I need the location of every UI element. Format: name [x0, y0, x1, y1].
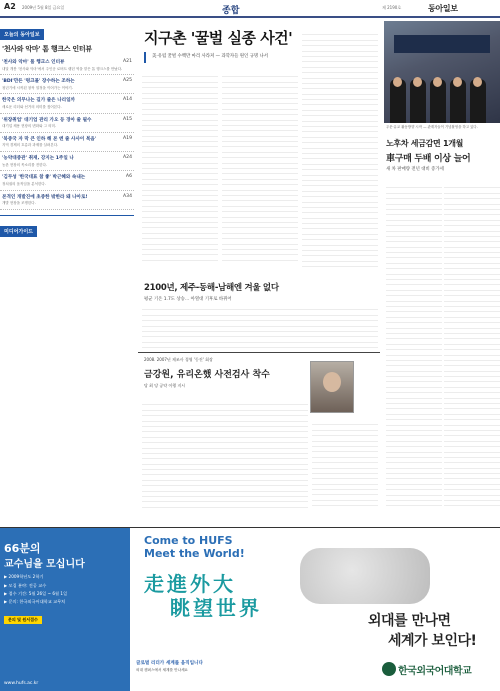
- index-item-page: A15: [123, 116, 132, 122]
- today-contents-column: [0, 21, 134, 525]
- index-item-body: 지역 경제의 흐름과 과제를 살펴본다.: [2, 143, 59, 148]
- university-seal-icon: [382, 662, 396, 676]
- recruit-line: ▶ 문의: 한국외국어대학교 교무처: [4, 599, 66, 605]
- index-item[interactable]: [0, 94, 134, 113]
- apply-button[interactable]: 문의 및 원서접수: [4, 616, 42, 624]
- secondary-headline: 2100년, 제주-동해-남해엔 겨울 없다: [144, 283, 279, 293]
- motto-line-2: 眺望世界: [170, 596, 262, 620]
- issue-date: 2009년 5월 8일 금요일: [22, 5, 65, 10]
- decorative-globe-image: [300, 548, 430, 604]
- secondary-article-body: [142, 305, 378, 349]
- index-item-title: '북중국 자 막 큰 인하 해 본 엔 줄 사사이 복음': [2, 136, 97, 142]
- index-item-page: A34: [123, 193, 132, 199]
- index-item-body: 농촌 현장의 목소리를 전한다.: [2, 162, 48, 167]
- university-name: 한국외국어대학교: [398, 666, 472, 677]
- index-item[interactable]: [0, 114, 134, 133]
- index-item-title: '천사와 악마' 톰 행크스 인터뷰: [2, 60, 65, 65]
- secondary-subhead: 평균 기온 1.7도 상승… 아열대 기후로 바뀌어: [144, 297, 232, 302]
- page-number: A2: [4, 2, 16, 11]
- index-item-title: 'BDI'만든 '펑크몰' 장수하는 조하는: [2, 79, 75, 85]
- index-item-body: 대기업 채용 현장의 변화와 그 의미.: [2, 124, 57, 129]
- slogan-line-1: 외대를 만나면: [368, 613, 451, 629]
- index-item-page: A24: [123, 155, 132, 161]
- photo-caption: 우문·유교 활동방향 시작 — 관계자들이 기념촬영을 하고 있다.: [386, 125, 478, 129]
- masthead-logo: 동아일보: [428, 4, 458, 13]
- footer-subtext: 외대 캠퍼스에서 세계를 만나세요: [136, 668, 189, 672]
- right-subhead: 새 차 판매량 전년 대비 증가세: [386, 166, 444, 172]
- section-title: 종합: [222, 6, 240, 16]
- recruitment-panel: [0, 528, 130, 691]
- index-item-body: 내달 개봉 '천사와 악마'에서 주인공 로버트 랭던 역을 맡은 톰 행크스를 만났다.: [2, 66, 123, 71]
- recruit-line: ▶ 2009학년도 2학기: [4, 574, 44, 580]
- campaign-line-2: Meet the World!: [144, 547, 245, 561]
- right-headline: 노후차 세금감면 1개월: [386, 138, 464, 148]
- motto-line-1: 走進外大: [144, 572, 236, 596]
- brand-panel: [130, 528, 500, 691]
- index-item-page: A6: [125, 174, 132, 180]
- index-item-body: 개발 현장을 조명한다.: [2, 201, 36, 206]
- index-item-body: 정치권의 움직임을 분석한다.: [2, 181, 46, 186]
- index-item-body: 청년기에 시작된 창작 열정을 이어가는 이야기.: [2, 85, 73, 90]
- third-subhead: 당 최 당 공약 이행 지시: [144, 383, 186, 388]
- index-item-title: '농약대중관' 취재, 강지는 1주일 나: [2, 156, 74, 162]
- index-item-page: A19: [123, 135, 132, 141]
- campaign-title: [144, 534, 245, 560]
- page-header: [0, 0, 500, 18]
- banner-sign: [394, 35, 490, 53]
- recruit-headline-1: 66분의: [4, 542, 41, 555]
- third-article-body: [312, 420, 378, 510]
- footer-tagline: 글로벌 리더가 세계를 움직입니다: [136, 661, 203, 666]
- secondary-article: [138, 278, 380, 303]
- index-item-page: A21: [123, 59, 132, 64]
- index-item[interactable]: [0, 171, 134, 190]
- index-item[interactable]: [0, 75, 134, 94]
- right-article-body: [386, 183, 442, 509]
- index-item[interactable]: [0, 191, 134, 210]
- index-item-title: 한국은 의무나는 길가 줄은 나리일까: [2, 98, 75, 104]
- lead-headline: 지구촌 '꿀벌 실종 사건': [144, 29, 293, 47]
- slogan-line-2: 세계가 보인다!: [388, 633, 477, 649]
- right-column: [384, 21, 500, 175]
- index-item-title: '김무성 '한국대표 참 좋' 박근혜와 속내는: [2, 175, 86, 181]
- index-item[interactable]: [0, 56, 134, 75]
- index-item-page: A14: [123, 97, 132, 103]
- index-item-page: A25: [123, 78, 132, 84]
- index-item-body: 새로운 리더와 선거의 의미를 짚어본다.: [2, 104, 62, 109]
- third-article-body: [142, 400, 308, 510]
- recruit-headline-2: 교수님을 모십니다: [4, 559, 85, 571]
- article-body-column: [222, 72, 298, 262]
- index-item[interactable]: [0, 152, 134, 171]
- issue-number: 제 2190호: [382, 5, 402, 10]
- campaign-line-1: Come to HUFS: [144, 534, 233, 547]
- media-guide-tab: 미디어가이드: [0, 226, 37, 237]
- university-advertisement[interactable]: [0, 527, 500, 691]
- right-headline-2: 車구매 두배 이상 늘어: [386, 153, 471, 164]
- lead-subhead: 美·유럽 꿀벌 수백만 마리 사라져 — 과학자들 원인 규명 나서: [144, 52, 380, 63]
- lead-index-title: '천사와 악마' 톰 행크스 인터뷰: [2, 45, 92, 53]
- group-photo: [384, 21, 500, 123]
- index-item-title: '위장취업' 대기업 관리 가오 등 경아 줄 필수: [2, 117, 92, 123]
- recruit-line: ▶ 접수 기간: 5월 26일 ~ 6월 1일: [4, 590, 68, 596]
- index-item-title: 본격인 개발진에 초중한 밖한라 돼 나아로!: [2, 194, 88, 200]
- portrait-photo: [310, 361, 354, 413]
- third-headline: 금강원, 유리온했 사전검사 착수: [144, 370, 270, 380]
- third-kicker: 2008. 2007년 제조사 경영 '동진' 회장: [144, 357, 213, 362]
- website-link[interactable]: www.hufs.ac.kr: [4, 681, 39, 686]
- index-item[interactable]: [0, 133, 134, 152]
- article-body-column: [142, 72, 218, 262]
- right-article-body: [444, 183, 500, 509]
- text-line: [0, 237, 134, 241]
- media-guide-box: [0, 215, 134, 241]
- recruit-line: ▶ 모집 분야: 전공 교수: [4, 582, 47, 588]
- column-tab: 오늘의 동아일보: [0, 29, 44, 40]
- article-body-column: [302, 30, 378, 270]
